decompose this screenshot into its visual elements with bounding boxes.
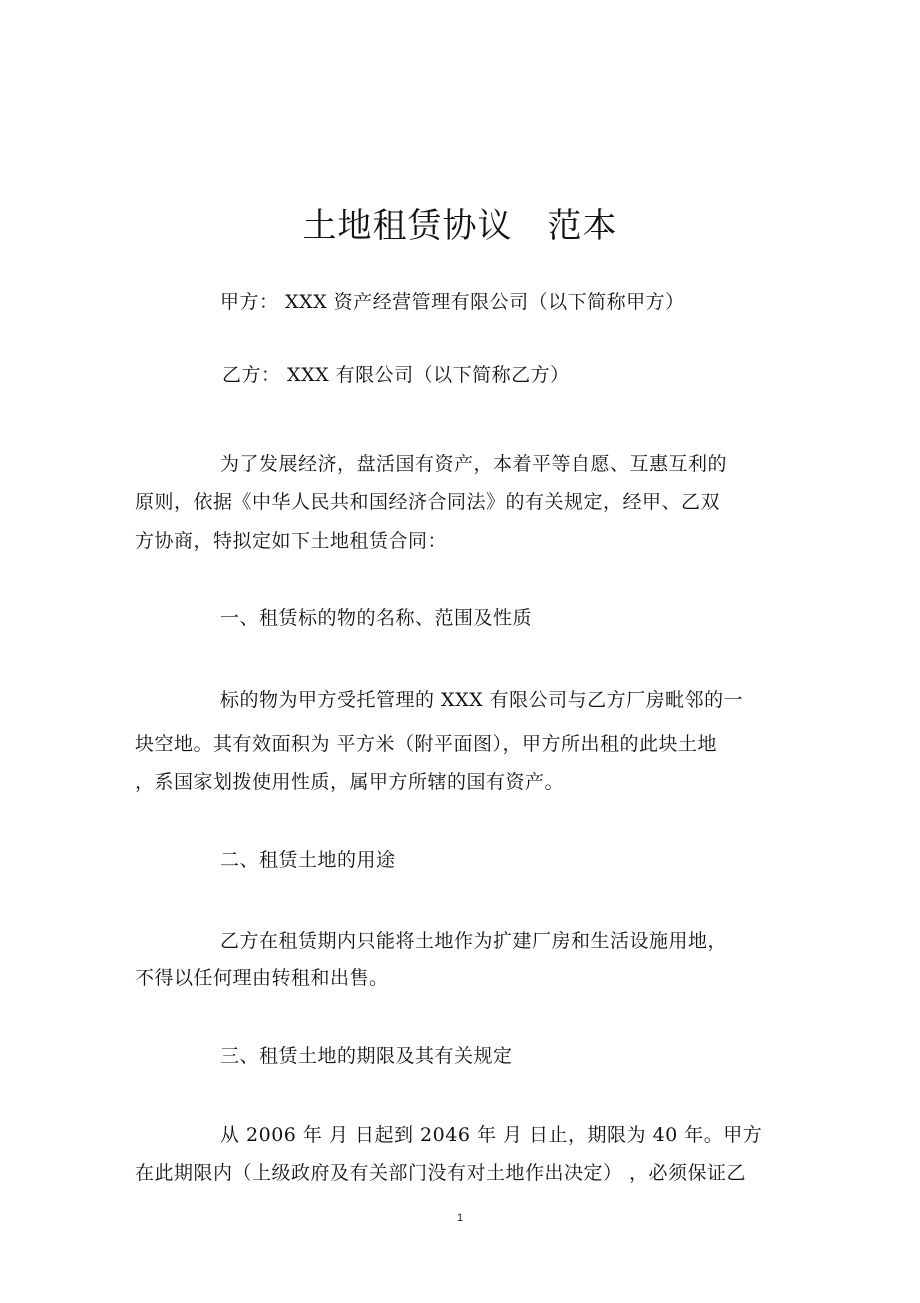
section-1-line-3: ，系国家划拨使用性质，属甲方所辖的国有资产。 [135, 771, 565, 793]
section-1-heading: 一、租赁标的物的名称、范围及性质 [220, 607, 533, 629]
page-number: 1 [456, 1212, 464, 1224]
section-3-heading: 三、租赁土地的期限及其有关规定 [220, 1045, 513, 1067]
section-3-line-1: 从 2006 年 月 日起到 2046 年 月 日止，期限为 40 年。甲方 [220, 1124, 763, 1146]
party-b-line: 乙方： XXX 有限公司（以下简称乙方） [222, 364, 570, 386]
preamble-line-1: 为了发展经济，盘活国有资产，本着平等自愿、互惠互利的 [220, 453, 728, 475]
section-2-line-1: 乙方在租赁期内只能将土地作为扩建厂房和生活设施用地， [220, 930, 728, 952]
preamble-line-3: 方协商，特拟定如下土地租赁合同： [135, 530, 448, 552]
section-1-line-1: 标的物为甲方受托管理的 XXX 有限公司与乙方厂房毗邻的一 [220, 689, 744, 711]
section-2-heading: 二、租赁土地的用途 [220, 849, 396, 871]
document-title: 土地租赁协议 范本 [302, 206, 618, 246]
preamble-line-2: 原则，依据《中华人民共和国经济合同法》的有关规定，经甲、乙双 [135, 491, 721, 513]
party-a-line: 甲方： XXX 资产经营管理有限公司（以下简称甲方） [220, 291, 685, 313]
section-1-line-2: 块空地。其有效面积为 平方米（附平面图），甲方所出租的此块土地 [135, 733, 718, 755]
section-3-line-2: 在此期限内（上级政府及有关部门没有对土地作出决定） ，必须保证乙 [135, 1162, 747, 1184]
section-2-line-2: 不得以任何理由转租和出售。 [135, 967, 389, 989]
